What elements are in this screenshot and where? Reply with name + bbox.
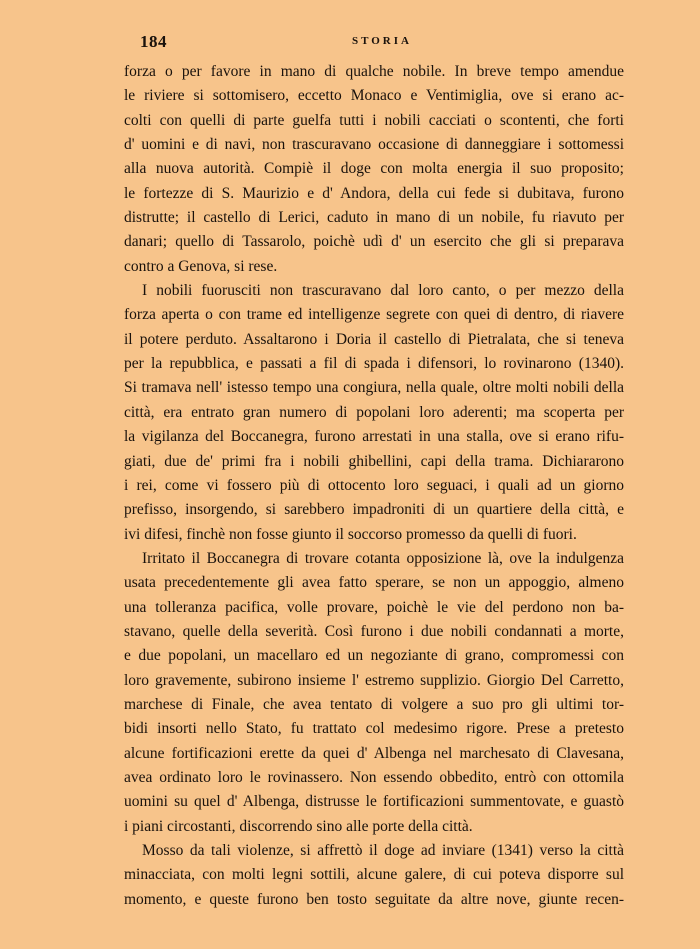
text-line: marchese di Finale, che avea tentato di volgere a suo pro gli ultimi tor- (124, 695, 624, 713)
text-line: forza aperta o con trame ed intelligenze segrete con quei di dentro, di riavere (124, 306, 624, 324)
body-text (124, 60, 624, 912)
text-line: Si tramava nell' istesso tempo una congiura, nella quale, oltre molti nobili della (124, 379, 624, 397)
text-line: il potere perduto. Assaltarono i Doria il castello di Pietralata, che si teneva (124, 330, 624, 348)
text-line: bidi insorti nello Stato, fu trattato col medesimo rigore. Prese a pretesto (124, 720, 624, 738)
text-line: momento, e queste furono ben tosto seguitate da altre nove, giunte recen- (124, 890, 624, 908)
text-line: minacciata, con molti legni sottili, alcune galere, di cui poteva disporre sul (124, 866, 624, 884)
paragraph-3 (124, 547, 624, 839)
text-line: d' uomini e di navi, non trascuravano occasione di danneggiare i sottomessi (124, 136, 624, 154)
text-line: le fortezze di S. Maurizio e d' Andora, della cui fede si dubitava, furono (124, 184, 624, 202)
text-line: contro a Genova, si rese. (124, 257, 278, 275)
text-line: Irritato il Boccanegra di trovare cotanta opposizione là, ove la indulgenza (142, 549, 624, 567)
text-line: la vigilanza del Boccanegra, furono arrestati in una stalla, ove si erano rifu- (124, 428, 624, 446)
paragraph-4 (124, 839, 624, 912)
text-line: città, era entrato gran numero di popolani loro aderenti; ma scoperta per (124, 403, 624, 421)
text-line: danari; quello di Tassarolo, poichè udì d' un esercito che gli si preparava (124, 233, 624, 251)
text-line: avea ordinato loro le rovinassero. Non essendo obbedito, entrò con ottomila (124, 768, 624, 786)
text-line: prefisso, insorgendo, si sarebbero impadroniti di un quartiere della città, e (124, 501, 624, 519)
text-line: i rei, come vi fossero più di ottocento loro seguaci, i quali ad un giorno (124, 476, 624, 494)
running-head: STORIA (352, 35, 412, 47)
text-line: uomini su quel d' Albenga, distrusse le fortificazioni summentovate, e guastò (124, 793, 624, 811)
paragraph-1 (124, 60, 624, 279)
text-line: ivi difesi, finchè non fosse giunto il soccorso promesso da quelli di fuori. (124, 525, 577, 543)
text-line: alcune fortificazioni erette da quei d' Albenga nel marchesato di Clavesana, (124, 744, 624, 762)
text-line: colti con quelli di parte guelfa tutti i nobili cacciati o scontenti, che forti (124, 111, 624, 129)
text-line: alla nuova autorità. Compiè il doge con molta energia il suo proposito; (124, 160, 624, 178)
text-line: le riviere si sottomisero, eccetto Monaco e Ventimiglia, ove si erano ac- (124, 87, 624, 105)
page-number: 184 (140, 32, 167, 51)
page-header (140, 32, 624, 56)
paragraph-2 (124, 279, 624, 547)
text-line: distrutte; il castello di Lerici, caduto in mano di un nobile, fu riavuto per (124, 209, 624, 227)
text-line: per la repubblica, e passati a fil di spada i difensori, lo rovinarono (1340). (124, 355, 624, 373)
text-line: forza o per favore in mano di qualche nobile. In breve tempo amendue (124, 63, 624, 80)
text-line: loro gravemente, subirono insieme l' estremo supplizio. Giorgio Del Carretto, (124, 671, 624, 689)
text-line: usata precedentemente gli avea fatto sperare, se non un appoggio, almeno (124, 574, 624, 592)
text-line: stavano, quelle della severità. Così furono i due nobili condannati a morte, (124, 622, 624, 640)
text-line: una tolleranza pacifica, volle provare, poichè le vie del perdono non ba- (124, 598, 624, 616)
text-line: giati, due de' primi fra i nobili ghibellini, capi della trama. Dichiararono (124, 452, 624, 470)
text-line: Mosso da tali violenze, si affrettò il doge ad inviare (1341) verso la città (142, 842, 624, 859)
text-line: i piani circostanti, discorrendo sino alle porte della città. (124, 817, 473, 835)
text-line: I nobili fuorusciti non trascuravano dal loro canto, o per mezzo della (142, 282, 624, 300)
text-line: e due popolani, un macellaro ed un negoziante di grano, compromessi con (124, 647, 624, 665)
